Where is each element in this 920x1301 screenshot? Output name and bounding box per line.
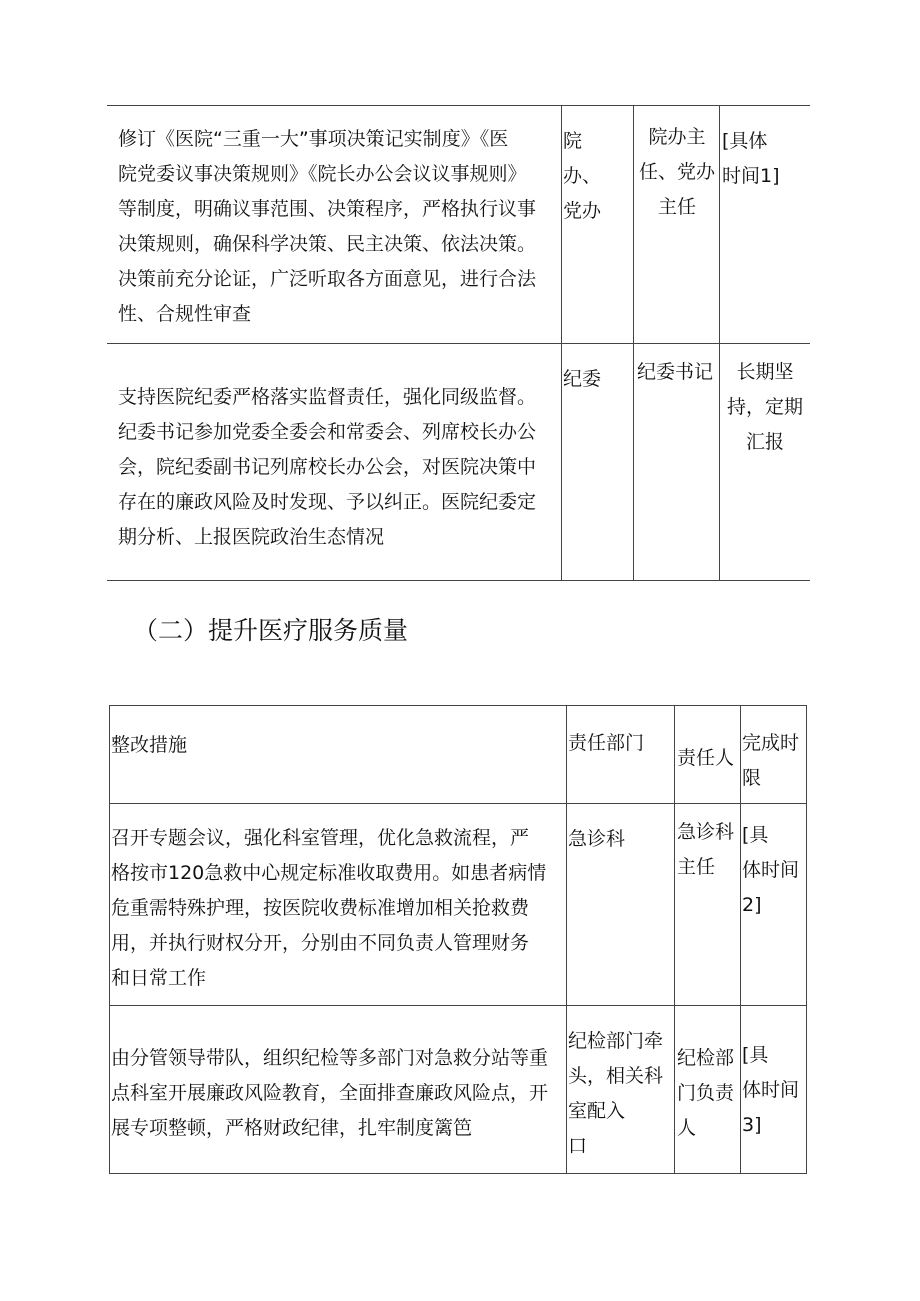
cell-line: 2] — [742, 894, 762, 916]
cell-line: 主任 — [677, 856, 716, 878]
table-1-rule — [633, 105, 634, 581]
cell-line: 格按市120急救中心规定标准收取费用。如患者病情 — [111, 862, 547, 884]
cell-line: 3] — [742, 1114, 762, 1136]
cell-line: [具体 — [722, 130, 768, 152]
dept-cell — [563, 124, 601, 229]
table-2-rule — [740, 705, 741, 1174]
dept-cell — [563, 362, 601, 397]
cell-line: 支持医院纪委严格落实监督责任，强化同级监督。 — [118, 386, 537, 408]
deadline-cell — [722, 124, 780, 194]
section-heading: （二）提升医疗服务质量 — [133, 616, 409, 645]
cell-line: 修订《医院“三重一大”事项决策记实制度》《医 — [118, 128, 509, 150]
person-cell — [677, 815, 734, 885]
cell-line: 长期坚 — [736, 361, 794, 383]
table-2-rule — [109, 803, 807, 804]
cell-line: 汇报 — [745, 431, 784, 453]
table-1-rule — [561, 105, 562, 581]
dept-cell — [568, 822, 625, 857]
cell-line: 纪委书记 — [637, 361, 714, 383]
cell-line: 召开专题会议，强化科室管理，优化急救流程，严 — [111, 827, 530, 849]
cell-line: 门负责 — [677, 1082, 735, 1104]
cell-line: 头，相关科 — [568, 1065, 664, 1087]
cell-line: 体时间 — [742, 859, 800, 881]
cell-line: 纪委书记参加党委全委会和常委会、列席校长办公 — [118, 421, 537, 443]
deadline-cell — [742, 818, 799, 923]
cell-line: 党办 — [563, 200, 602, 222]
cell-line: 院办主 — [648, 126, 706, 148]
cell-line: [具 — [742, 1044, 769, 1066]
measure-cell — [111, 821, 546, 996]
dept-cell — [568, 1024, 663, 1164]
measure-cell — [118, 380, 536, 555]
header-person: 责任人 — [677, 747, 735, 769]
cell-line: 院 — [563, 130, 583, 152]
cell-line: 主任 — [657, 196, 696, 218]
cell-line: 点科室开展廉政风险教育，全面排查廉政风险点，开 — [111, 1082, 549, 1104]
person-cell — [677, 1041, 734, 1146]
table-1-rule — [107, 105, 810, 106]
cell-line: 办、 — [563, 165, 602, 187]
cell-line: 纪检部 — [677, 1047, 735, 1069]
cell-line: 用，并执行财权分开，分别由不同负责人管理财务 — [111, 932, 530, 954]
person-cell — [637, 355, 713, 390]
deadline-cell — [721, 355, 809, 460]
measure-cell — [118, 122, 536, 332]
measure-cell — [111, 1041, 548, 1146]
table-1-rule — [719, 105, 720, 581]
cell-line: 和日常工作 — [111, 967, 207, 989]
cell-line: 纪委 — [563, 368, 602, 390]
table-2-rule — [674, 705, 675, 1174]
cell-line: 决策规则，确保科学决策、民主决策、依法决策。 — [118, 233, 537, 255]
cell-line: 危重需特殊护理，按医院收费标准增加相关抢救费 — [111, 897, 530, 919]
cell-line: 决策前充分论证，广泛听取各方面意见，进行合法 — [118, 268, 537, 290]
cell-line: 急诊科 — [677, 821, 735, 843]
table-1-rule — [107, 343, 810, 344]
header-dept: 责任部门 — [568, 732, 645, 754]
table-2-rule — [109, 705, 807, 706]
cell-line: 展专项整顿，严格财政纪律，扎牢制度篱笆 — [111, 1117, 473, 1139]
cell-line: 体时间 — [742, 1079, 800, 1101]
table-2-rule — [109, 1005, 807, 1006]
cell-line: 由分管领导带队，组织纪检等多部门对急救分站等重 — [111, 1047, 549, 1069]
cell-line: 性、合规性审查 — [118, 303, 252, 325]
cell-line: 等制度，明确议事范围、决策程序，严格执行议事 — [118, 198, 537, 220]
cell-line: [具 — [742, 824, 769, 846]
table-2-rule — [806, 705, 807, 1174]
cell-line: 急诊科 — [568, 828, 626, 850]
cell-line: 持，定期 — [726, 396, 803, 418]
table-2-rule — [109, 705, 110, 1174]
header-measure: 整改措施 — [111, 734, 188, 756]
cell-line: 会，院纪委副书记列席校长办公会，对医院决策中 — [118, 456, 537, 478]
cell-line: 存在的廉政风险及时发现、予以纠正。医院纪委定 — [118, 491, 537, 513]
cell-line: 完成时 — [742, 732, 800, 754]
header-deadline — [742, 726, 799, 796]
deadline-cell — [742, 1038, 799, 1143]
cell-line: 院党委议事决策规则》《院长办公会议议事规则》 — [118, 163, 527, 185]
cell-line: 任、党办 — [638, 161, 715, 183]
cell-line: 时间1] — [722, 165, 780, 187]
cell-line: 限 — [742, 767, 762, 789]
table-1-rule — [107, 580, 810, 581]
cell-line: 期分析、上报医院政治生态情况 — [118, 526, 385, 548]
cell-line: 人 — [677, 1117, 697, 1139]
person-cell — [636, 120, 718, 225]
table-2-rule — [109, 1173, 807, 1174]
table-2-rule — [566, 705, 567, 1174]
cell-line: 口 — [568, 1135, 588, 1157]
cell-line: 纪检部门牵 — [568, 1030, 664, 1052]
cell-line: 室配入 — [568, 1100, 626, 1122]
